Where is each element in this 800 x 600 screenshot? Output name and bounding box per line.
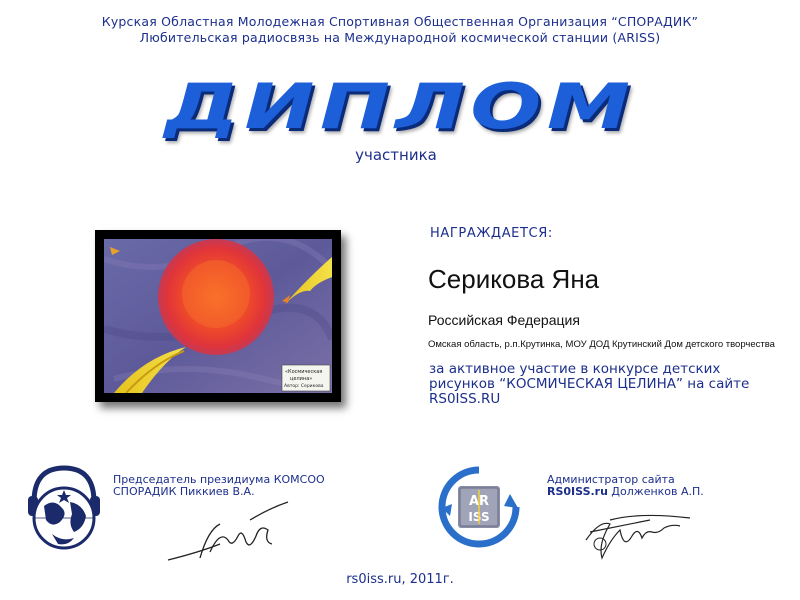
organization-name: Курская Областная Молодежная Спортивная Общественная Организация “СПОРАДИК” [101, 14, 699, 29]
sporadic-logo-icon [24, 462, 104, 554]
diploma-subtitle [0, 146, 800, 164]
chairman-title-line1: Председатель президиума КОМСОО [113, 473, 325, 486]
recipient-country: Российская Федерация [428, 312, 580, 328]
ariss-logo-top-text: AR [468, 494, 490, 509]
footer-site-year: rs0iss.ru, 2011г. [346, 572, 454, 587]
chairman-title [113, 474, 393, 498]
admin-title-line2 [547, 486, 787, 498]
drawing-caption-1: «Космическая [285, 369, 323, 375]
chairman-title-line2: СПОРАДИК Пиккиев В.А. [113, 485, 255, 498]
ariss-logo-bottom-text: ISS [468, 510, 490, 524]
ariss-logo-icon [436, 464, 522, 550]
drawing-caption-3: Автор: Серикова [284, 384, 324, 389]
drawing-caption-2: целина» [290, 376, 313, 382]
admin-site: RS0ISS.ru [547, 485, 608, 498]
recipient-location: Омская область, р.п.Крутинка, МОУ ДОД Крутинский Дом детского творчества [428, 339, 775, 350]
diploma-title: ДИПЛОМ [164, 70, 636, 143]
child-drawing-image [95, 230, 341, 402]
admin-title-line1: Администратор сайта [547, 473, 675, 486]
recipient-name: Серикова Яна [428, 264, 600, 294]
award-reason: за активное участие в конкурсе детских рисунков “КОСМИЧЕСКАЯ ЦЕЛИНА” на сайте RS0ISS.RU [429, 361, 750, 407]
drawing-artwork [104, 239, 332, 393]
subtitle-text: участника [355, 146, 437, 164]
organization-subtitle: Любительская радиосвязь на Международной космической станции (ARISS) [139, 30, 661, 45]
admin-title [547, 474, 787, 498]
awarded-label: НАГРАЖДАЕТСЯ: [430, 226, 553, 241]
admin-signature [580, 500, 700, 566]
chairman-signature [160, 500, 300, 570]
admin-name: Долженков А.П. [607, 485, 704, 498]
